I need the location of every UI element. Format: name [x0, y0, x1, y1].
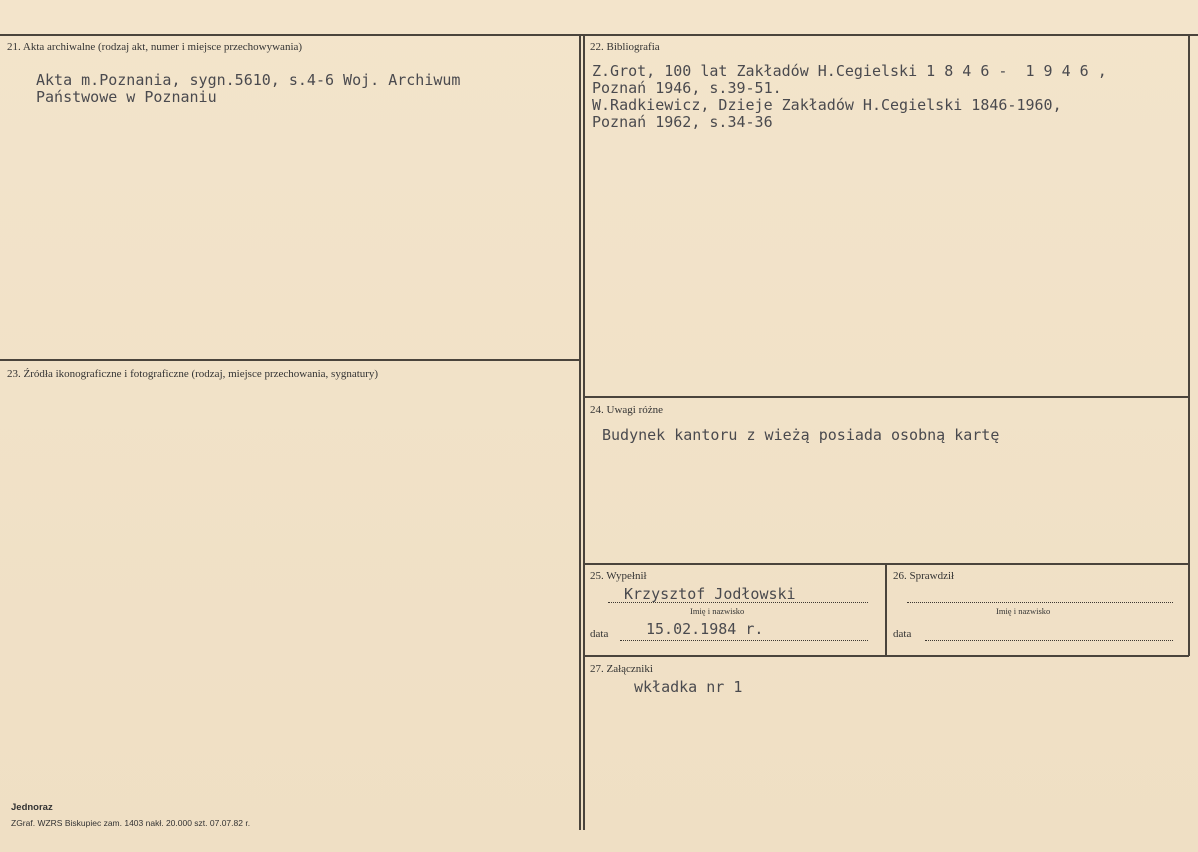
center-divider	[579, 34, 581, 830]
field-22-line-1: Z.Grot, 100 lat Zakładów H.Cegielski 1 8 4 6 - 1 9 4 6 ,	[592, 62, 1107, 80]
field-27-label: 27. Załączniki	[590, 663, 653, 675]
right-border	[1188, 34, 1190, 656]
center-divider-right	[583, 34, 585, 830]
field-21-line-1: Akta m.Poznania, sygn.5610, s.4-6 Woj. Archiwum	[36, 71, 461, 89]
field-21-label: 21. Akta archiwalne (rodzaj akt, numer i miejsce przechowywania)	[7, 41, 303, 53]
footer-line-1: Jednoraz	[11, 802, 53, 813]
field-25-name-line	[608, 602, 868, 603]
field-25-name: Krzysztof Jodłowski	[624, 585, 796, 603]
field-22-line-3: W.Radkiewicz, Dzieje Zakładów H.Cegielski 1846-1960,	[592, 96, 1062, 114]
field-27-text: wkładka nr 1	[634, 678, 743, 696]
field-25-date-label: data	[590, 628, 609, 640]
field-25-label: 25. Wypełnił	[590, 570, 647, 582]
divider-22-24	[583, 396, 1189, 398]
field-22-label: 22. Bibliografia	[590, 41, 660, 53]
field-24-label: 24. Uwagi różne	[590, 404, 664, 416]
field-26-date-line	[925, 640, 1173, 641]
field-26-name-caption: Imię i nazwisko	[996, 606, 1051, 616]
field-26-name-line	[907, 602, 1173, 603]
footer-line-2: ZGraf. WZRS Biskupiec zam. 1403 nakł. 20.000 szt. 07.07.82 r.	[11, 818, 251, 828]
field-22-line-4: Poznań 1962, s.34-36	[592, 113, 773, 131]
top-border	[0, 34, 1198, 36]
field-24-text: Budynek kantoru z wieżą posiada osobną kartę	[602, 426, 1000, 444]
field-23-label: 23. Źródła ikonograficzne i fotograficzne (rodzaj, miejsce przechowania, sygnatury)	[7, 368, 379, 380]
field-25-date: 15.02.1984 r.	[646, 620, 764, 638]
divider-21-23	[0, 359, 579, 361]
field-26-label: 26. Sprawdził	[893, 570, 955, 582]
field-25-name-caption: Imię i nazwisko	[690, 606, 745, 616]
field-22-line-2: Poznań 1946, s.39-51.	[592, 79, 782, 97]
field-25-date-line	[620, 640, 868, 641]
field-21-line-2: Państwowe w Poznaniu	[36, 88, 217, 106]
divider-25-27	[583, 655, 1189, 657]
field-26-date-label: data	[893, 628, 912, 640]
divider-25-26	[885, 563, 887, 656]
